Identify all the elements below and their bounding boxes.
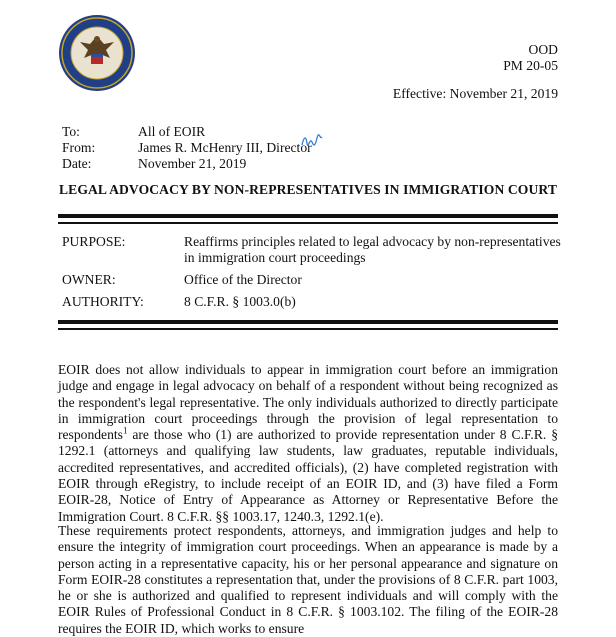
signature-initials: [300, 134, 324, 148]
to-label: To:: [62, 124, 80, 139]
authority-label: AUTHORITY:: [62, 294, 144, 309]
date-value: November 21, 2019: [138, 156, 247, 171]
from-label: From:: [62, 140, 96, 155]
effective-date: Effective: November 21, 2019: [392, 86, 558, 101]
memo-title: LEGAL ADVOCACY BY NON-REPRESENTATIVES IN IMMIGRATION COURT: [59, 182, 557, 197]
memo-number: PM 20-05: [503, 58, 558, 73]
doj-seal: [58, 14, 136, 92]
to-value: All of EOIR: [138, 124, 206, 139]
purpose-value: Reaffirms principles related to legal advocacy by non-representatives in immigration court proceedings: [184, 234, 561, 265]
footnote-marker: 1: [122, 425, 128, 436]
body-paragraph-2: These requirements protect respondents, attorneys, and immigration judges and help to ensure the integrity of immigration court proceedings. When an appearance is made by a person acting in a representative capacity, his or her personal appearance and signature on Form EOIR-28 constitutes a representation that, under the provisions of 8 C.F.R. part 1003, he or she is authorized and qualified to represent individuals and will comply with the EOIR Rules of Professional Conduct in 8 C.F.R. § 1003.102. The filing of the EOIR-28 requires the EOIR ID, which works to ensure: [58, 523, 558, 636]
divider-bottom-thin: [58, 328, 558, 330]
date-label: Date:: [62, 156, 92, 171]
doj-seal-icon: [58, 14, 136, 92]
divider-top-thick: [58, 214, 558, 218]
owner-label: OWNER:: [62, 272, 116, 287]
from-value: James R. McHenry III, Director: [138, 140, 312, 155]
purpose-label: PURPOSE:: [62, 234, 126, 249]
body-paragraph-1: [58, 362, 558, 525]
authority-value: 8 C.F.R. § 1003.0(b): [184, 294, 296, 309]
paragraph-1-text-b: are those who (1) are authorized to provide representation under 8 C.F.R. § 1292.1 (attorneys and qualifying law students, law graduates, reputable individuals, accredited representatives, and accredited officials), (2) have completed registration with EOIR through eRegistry, to include receipt of an EOIR ID, and (3) have filed a Form EOIR-28, Notice of Entry of Appearance as Attorney or Representative Before the Immigration Court. 8 C.F.R. §§ 1003.17, 1240.3, 1292.1(e).: [58, 427, 558, 524]
paragraph-1-text-a: EOIR does not allow individuals to appear in immigration court before an immigration judge and engage in legal advocacy on behalf of a respondent without being recognized as the respondent's legal representative. The only individuals authorized to directly participate in immigration court proceedings through the provision of legal representation to respondents: [58, 362, 558, 443]
divider-bottom-thick: [58, 320, 558, 324]
office-code: OOD: [528, 42, 558, 57]
divider-top-thin: [58, 222, 558, 224]
owner-value: Office of the Director: [184, 272, 302, 287]
